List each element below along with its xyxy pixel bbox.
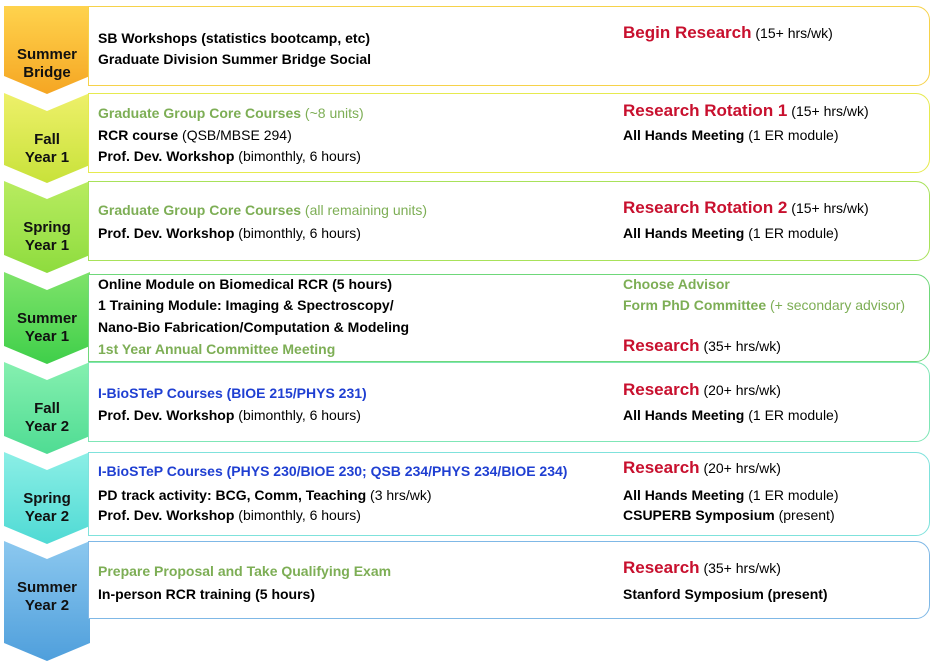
left-line-segment: (bimonthly, 6 hours) xyxy=(234,407,361,423)
left-line xyxy=(98,462,567,480)
left-line-segment: 1st Year Annual Committee Meeting xyxy=(98,341,336,357)
right-line xyxy=(623,199,869,217)
left-line-segment: Online Module on Biomedical RCR (5 hours) xyxy=(98,276,393,292)
right-line-segment: (15+ hrs/wk) xyxy=(787,200,869,216)
stage-label xyxy=(0,131,94,167)
left-line xyxy=(98,201,427,219)
left-line-segment: Prof. Dev. Workshop xyxy=(98,507,235,523)
left-line-segment: (QSB/MBSE 294) xyxy=(178,127,292,143)
left-line-segment: SB Workshops (statistics bootcamp, etc) xyxy=(98,30,371,46)
right-line-segment: Stanford Symposium (present) xyxy=(623,586,828,602)
right-line-segment: (35+ hrs/wk) xyxy=(699,338,781,354)
right-line-segment: Research xyxy=(623,458,700,477)
right-line xyxy=(623,296,905,314)
stage-label-line2: Year 2 xyxy=(24,418,70,435)
stage-card xyxy=(88,541,930,619)
stage-label xyxy=(0,579,94,615)
left-line xyxy=(98,296,394,314)
left-line-segment: Nano-Bio Fabrication/Computation & Modeling xyxy=(98,319,410,335)
stage-label-line2: Year 1 xyxy=(24,149,70,166)
left-line-segment: 1 Training Module: Imaging & Spectroscopy/ xyxy=(98,297,394,313)
right-line-segment: (1 ER module) xyxy=(744,407,839,423)
left-line-segment: Prof. Dev. Workshop xyxy=(98,407,235,423)
left-line xyxy=(98,562,391,580)
right-line-segment: (20+ hrs/wk) xyxy=(699,382,781,398)
left-line-segment: In-person RCR training (5 hours) xyxy=(98,586,315,602)
right-line-segment: Research Rotation 2 xyxy=(623,198,788,217)
left-line xyxy=(98,29,370,47)
left-line-segment: Graduate Group Core Courses xyxy=(98,105,302,121)
stage-label xyxy=(0,219,94,255)
right-line-segment: (20+ hrs/wk) xyxy=(699,460,781,476)
left-line-segment: Prof. Dev. Workshop xyxy=(98,225,235,241)
stage-label xyxy=(0,490,94,526)
left-line-segment: (3 hrs/wk) xyxy=(366,487,432,503)
right-line xyxy=(623,102,869,120)
stage-label xyxy=(0,310,94,346)
right-line-segment: (present) xyxy=(774,507,835,523)
left-line-segment: RCR course xyxy=(98,127,179,143)
left-line-segment: I-BioSTeP Courses (PHYS 230/BIOE 230; QSB 234/PHYS 234/BIOE 234) xyxy=(98,463,568,479)
left-line-segment: PD track activity: BCG, Comm, Teaching xyxy=(98,487,367,503)
stage-label-line2: Bridge xyxy=(23,64,71,81)
left-line-segment: Prepare Proposal and Take Qualifying Exam xyxy=(98,563,392,579)
left-line xyxy=(98,406,361,424)
right-line-segment: (35+ hrs/wk) xyxy=(699,560,781,576)
left-line xyxy=(98,340,335,358)
left-line xyxy=(98,50,371,68)
right-line-segment: All Hands Meeting xyxy=(623,225,745,241)
right-line-segment: Form PhD Committee xyxy=(623,297,767,313)
left-line xyxy=(98,585,315,603)
left-line-segment: Graduate Group Core Courses xyxy=(98,202,302,218)
stage-label-line1: Fall xyxy=(34,131,60,148)
right-line-segment: Research xyxy=(623,380,700,399)
right-line xyxy=(623,406,839,424)
left-line-segment: (~8 units) xyxy=(301,105,364,121)
stage-card xyxy=(88,181,930,261)
left-line xyxy=(98,126,292,144)
stage-label xyxy=(0,400,94,436)
right-line-segment: (15+ hrs/wk) xyxy=(751,25,833,41)
left-line-segment: I-BioSTeP Courses (BIOE 215/PHYS 231) xyxy=(98,385,367,401)
right-line-segment: Begin Research xyxy=(623,23,752,42)
stage-card xyxy=(88,362,930,442)
right-line xyxy=(623,381,781,399)
left-line-segment: (bimonthly, 6 hours) xyxy=(234,148,361,164)
left-line xyxy=(98,506,361,524)
stage-label-line1: Summer xyxy=(16,46,78,63)
stage-label-line2: Year 2 xyxy=(24,508,70,525)
right-line-segment: Research Rotation 1 xyxy=(623,101,788,120)
left-line xyxy=(98,104,364,122)
stage-label-line1: Spring xyxy=(23,219,71,236)
right-line xyxy=(623,24,833,42)
left-line xyxy=(98,486,431,504)
right-line-segment: Choose Advisor xyxy=(623,276,730,292)
right-line xyxy=(623,486,839,504)
right-line xyxy=(623,275,730,293)
right-line xyxy=(623,337,781,355)
stage-label-line2: Year 1 xyxy=(24,328,70,345)
left-line xyxy=(98,224,361,242)
right-line-segment: (1 ER module) xyxy=(744,127,839,143)
left-line xyxy=(98,318,409,336)
stage-label-line1: Summer xyxy=(16,310,78,327)
right-line-segment: All Hands Meeting xyxy=(623,407,745,423)
right-line xyxy=(623,224,839,242)
stage-label-line1: Fall xyxy=(34,400,60,417)
left-line-segment: (all remaining units) xyxy=(301,202,428,218)
right-line-segment: (1 ER module) xyxy=(744,487,839,503)
right-line-segment: CSUPERB Symposium xyxy=(623,507,775,523)
left-line xyxy=(98,384,367,402)
right-line xyxy=(623,506,835,524)
right-line-segment: All Hands Meeting xyxy=(623,487,745,503)
stage-label-line1: Summer xyxy=(16,579,78,596)
right-line-segment: Research xyxy=(623,336,700,355)
stage-label-line1: Spring xyxy=(23,490,71,507)
right-line xyxy=(623,559,781,577)
right-line xyxy=(623,126,839,144)
stage-label xyxy=(0,46,94,82)
right-line-segment: (1 ER module) xyxy=(744,225,839,241)
right-line-segment: All Hands Meeting xyxy=(623,127,745,143)
right-line xyxy=(623,585,828,603)
stage-label-line2: Year 1 xyxy=(24,237,70,254)
left-line xyxy=(98,275,392,293)
left-line-segment: (bimonthly, 6 hours) xyxy=(234,507,361,523)
left-line-segment: (bimonthly, 6 hours) xyxy=(234,225,361,241)
left-line xyxy=(98,147,361,165)
left-line-segment: Prof. Dev. Workshop xyxy=(98,148,235,164)
right-line xyxy=(623,459,781,477)
right-line-segment: (+ secondary advisor) xyxy=(766,297,906,313)
right-line-segment: Research xyxy=(623,558,700,577)
right-line-segment: (15+ hrs/wk) xyxy=(787,103,869,119)
stage-label-line2: Year 2 xyxy=(24,597,70,614)
left-line-segment: Graduate Division Summer Bridge Social xyxy=(98,51,372,67)
